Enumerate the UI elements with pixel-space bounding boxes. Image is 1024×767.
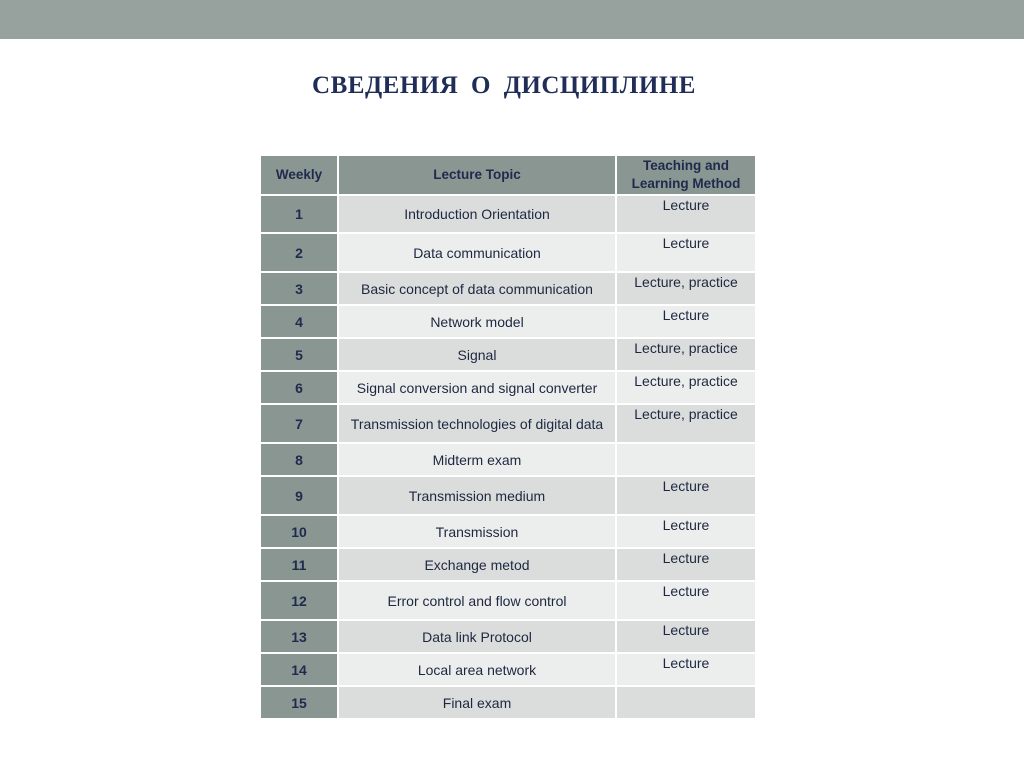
method-cell: Lecture, practice — [617, 273, 755, 306]
week-cell: 12 — [261, 582, 339, 621]
method-cell: Lecture — [617, 234, 755, 273]
header-method: Teaching and Learning Method — [617, 156, 755, 196]
top-bar — [0, 0, 1024, 39]
header-row — [261, 156, 755, 196]
week-cell: 6 — [261, 372, 339, 405]
method-cell: Lecture — [617, 516, 755, 549]
table-row — [261, 549, 755, 582]
table-row — [261, 654, 755, 687]
table-row — [261, 582, 755, 621]
table-row — [261, 516, 755, 549]
header-week: Weekly — [261, 156, 339, 196]
method-cell: Lecture — [617, 654, 755, 687]
topic-cell: Data communication — [339, 234, 617, 273]
topic-cell: Introduction Orientation — [339, 196, 617, 234]
week-cell: 1 — [261, 196, 339, 234]
table-row — [261, 687, 755, 720]
method-cell: Lecture — [617, 582, 755, 621]
method-cell: Lecture — [617, 306, 755, 339]
method-cell: Lecture — [617, 549, 755, 582]
topic-cell: Local area network — [339, 654, 617, 687]
week-cell: 4 — [261, 306, 339, 339]
topic-cell: Transmission medium — [339, 477, 617, 516]
table-row — [261, 405, 755, 444]
method-cell: Lecture, practice — [617, 339, 755, 372]
week-cell: 2 — [261, 234, 339, 273]
method-cell: Lecture, practice — [617, 372, 755, 405]
week-cell: 15 — [261, 687, 339, 720]
week-cell: 9 — [261, 477, 339, 516]
week-cell: 10 — [261, 516, 339, 549]
topic-cell: Basic concept of data communication — [339, 273, 617, 306]
table-row — [261, 339, 755, 372]
week-cell: 13 — [261, 621, 339, 654]
topic-cell: Exchange metod — [339, 549, 617, 582]
table-row — [261, 196, 755, 234]
table-row — [261, 444, 755, 477]
table-row — [261, 306, 755, 339]
slide-title: СВЕДЕНИЯ О ДИСЦИПЛИНЕ — [312, 72, 696, 99]
topic-cell: Data link Protocol — [339, 621, 617, 654]
topic-cell: Signal — [339, 339, 617, 372]
table-row — [261, 477, 755, 516]
topic-cell: Network model — [339, 306, 617, 339]
week-cell: 8 — [261, 444, 339, 477]
schedule-table — [261, 156, 755, 720]
week-cell: 3 — [261, 273, 339, 306]
week-cell: 7 — [261, 405, 339, 444]
method-cell: Lecture — [617, 477, 755, 516]
topic-cell: Signal conversion and signal converter — [339, 372, 617, 405]
week-cell: 14 — [261, 654, 339, 687]
header-topic: Lecture Topic — [339, 156, 617, 196]
method-cell — [617, 687, 755, 720]
week-cell: 5 — [261, 339, 339, 372]
table-row — [261, 621, 755, 654]
table-row — [261, 372, 755, 405]
week-cell: 11 — [261, 549, 339, 582]
topic-cell: Midterm exam — [339, 444, 617, 477]
method-cell: Lecture, practice — [617, 405, 755, 444]
topic-cell: Final exam — [339, 687, 617, 720]
topic-cell: Transmission — [339, 516, 617, 549]
topic-cell: Transmission technologies of digital data — [339, 405, 617, 444]
table-row — [261, 273, 755, 306]
method-cell: Lecture — [617, 196, 755, 234]
table-row — [261, 234, 755, 273]
method-cell — [617, 444, 755, 477]
method-cell: Lecture — [617, 621, 755, 654]
topic-cell: Error control and flow control — [339, 582, 617, 621]
